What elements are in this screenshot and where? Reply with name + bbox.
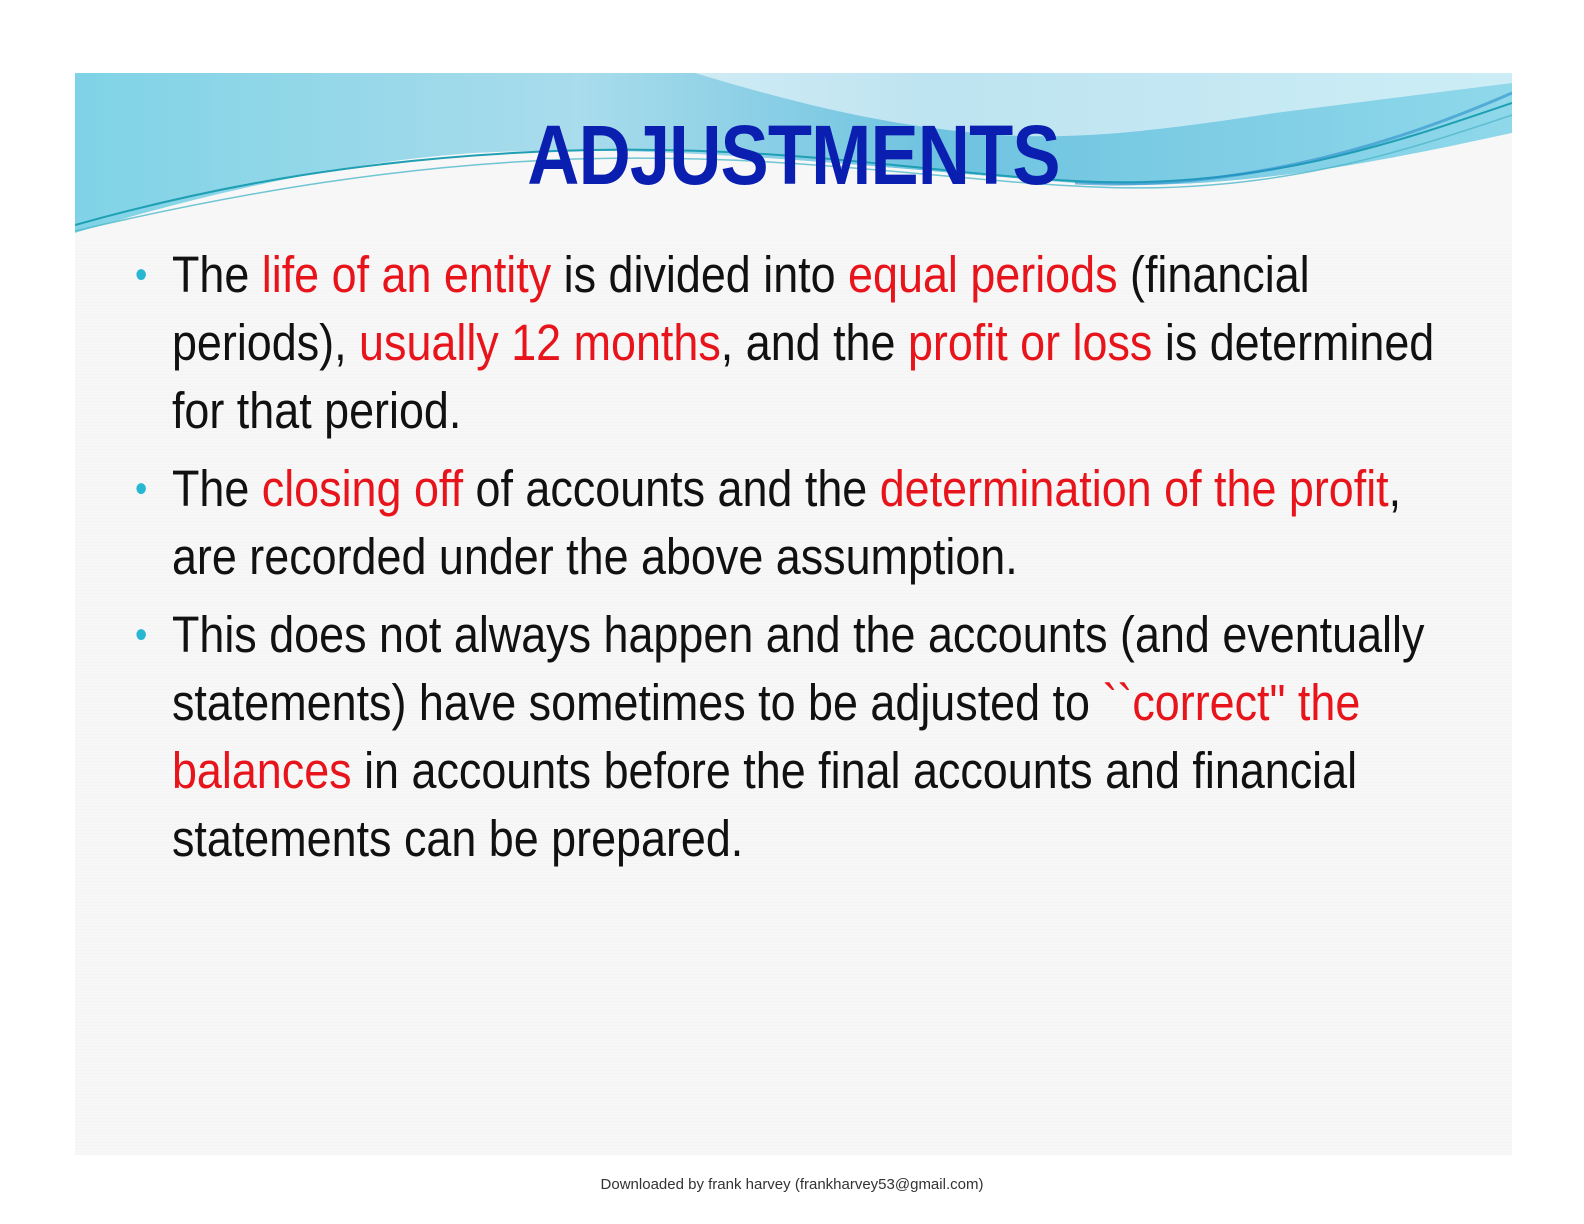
text-segment: of accounts and the <box>463 460 880 517</box>
text-segment: in accounts before the final accounts and financial statements can be prepared. <box>171 742 1358 867</box>
text-segment: The <box>171 246 262 303</box>
bullet-dot-icon: • <box>135 253 148 297</box>
text-segment: , are recorded under the above assumption. <box>171 460 1402 585</box>
highlighted-text: ``correct" the balances <box>171 674 1361 799</box>
highlighted-text: closing off <box>261 460 464 517</box>
highlighted-text: usually 12 months <box>359 314 721 371</box>
bullet-dot-icon: • <box>135 613 148 657</box>
highlighted-text: determination of the profit <box>879 460 1389 517</box>
bullet-item <box>135 601 1457 873</box>
slide <box>75 73 1512 1155</box>
text-segment: This does not always happen and the accounts (and eventually statements) have sometimes to be adjusted to <box>171 606 1425 731</box>
highlighted-text: equal periods <box>848 246 1118 303</box>
text-segment: (financial periods), <box>171 246 1310 371</box>
bullet-list <box>135 241 1435 883</box>
highlighted-text: profit or loss <box>907 314 1153 371</box>
text-segment: is determined for that period. <box>171 314 1435 439</box>
slide-title: ADJUSTMENTS <box>527 108 1060 202</box>
download-footer: Downloaded by frank harvey (frankharvey53@gmail.com) <box>600 1176 984 1193</box>
highlighted-text: life of an entity <box>261 246 552 303</box>
text-segment: is divided into <box>551 246 849 303</box>
bullet-item <box>135 241 1457 445</box>
text-segment: The <box>171 460 262 517</box>
bullet-item <box>135 455 1457 591</box>
text-segment: , and the <box>720 314 908 371</box>
bullet-dot-icon: • <box>135 467 148 511</box>
